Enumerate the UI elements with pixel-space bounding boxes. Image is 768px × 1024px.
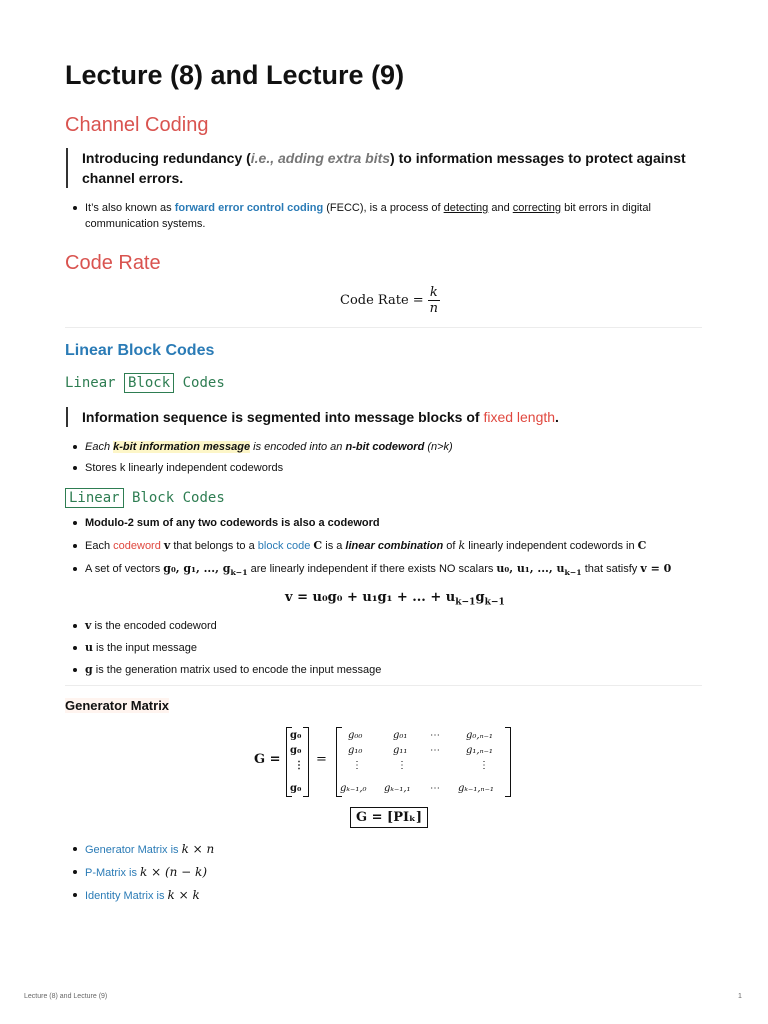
text: that belongs to a: [170, 540, 258, 552]
matrix-cell: g₁₀: [348, 745, 363, 756]
quote-text: .: [555, 409, 559, 425]
list-item: [72, 460, 692, 476]
page-number: 1: [738, 993, 742, 1000]
fixed-length-text: fixed length: [483, 409, 556, 425]
math-u-set: [496, 562, 582, 578]
text: A set of vectors: [85, 563, 164, 575]
text: of: [443, 540, 459, 552]
divider: [65, 327, 702, 328]
quote-text: Information sequence is segmented into message blocks of: [82, 409, 484, 425]
code-rate-fraction: [428, 285, 440, 316]
channel-coding-heading: Channel Coding: [65, 114, 209, 136]
math-g: g: [85, 663, 93, 676]
math-text: g₀, g₁, ..., g: [163, 562, 231, 575]
channel-coding-bullets: [72, 200, 692, 232]
block-code-text: block code: [257, 540, 311, 552]
quote-text: Introducing redundancy (: [82, 150, 251, 166]
text: Modulo-2 sum of any two codewords is also a codeword: [85, 517, 380, 529]
block-bullets-2: [72, 515, 702, 581]
list-item: [72, 618, 692, 634]
equation-sub: k−1: [455, 596, 476, 608]
math-g-set: [163, 562, 248, 578]
fecc-link[interactable]: forward error control coding: [174, 202, 324, 214]
bullet-label: P-Matrix is: [85, 867, 140, 879]
list-item: [72, 538, 702, 554]
column-entry: g₀: [290, 745, 302, 756]
math-sub: k−1: [564, 568, 582, 578]
text: is the input message: [93, 642, 197, 654]
generator-matrix-heading: [65, 698, 169, 713]
column-entry: g₀: [290, 783, 302, 794]
text: (FECC), is a process of: [323, 202, 444, 214]
text: linearly independent codewords in: [465, 540, 638, 552]
linear-combination-text: linear combination: [345, 540, 444, 552]
channel-coding-quote: [66, 148, 702, 188]
bold-text: n-bit codeword: [345, 441, 425, 453]
mono-word: Linear: [65, 375, 116, 391]
matrix-cell: gₖ₋₁,ₙ₋₁: [458, 783, 494, 794]
list-item: [72, 640, 692, 656]
mono-heading-2: [65, 490, 225, 506]
matrix-cell: g₀₀: [348, 730, 363, 741]
boxed-equation: G = [PIₖ]: [350, 807, 428, 828]
matrix-cell: g₁₁: [393, 745, 408, 756]
detecting-text: detecting: [443, 202, 489, 214]
text: is encoded into an: [250, 441, 346, 453]
matrix-cell: g₁,ₙ₋₁: [466, 745, 493, 756]
bullet-math: k × k: [167, 888, 200, 902]
list-item: [72, 561, 702, 581]
math-text: u₀, u₁, ..., u: [496, 562, 565, 575]
math-v-zero: v = 0: [640, 562, 672, 575]
text: Stores k linearly independent codewords: [85, 462, 284, 474]
text: are linearly independent if there exists NO scalars: [247, 563, 497, 575]
text: It’s also known as: [85, 202, 175, 214]
column-entry: g₀: [290, 730, 302, 741]
linear-combination-equation: [285, 590, 505, 608]
block-bullets-3: [72, 618, 692, 678]
matrix-cell: ⋮: [352, 760, 362, 771]
list-item: [72, 864, 472, 881]
list-item: [72, 662, 692, 678]
page-title: Lecture (8) and Lecture (9): [65, 60, 405, 90]
list-item: [72, 841, 472, 858]
equation-sub: k−1: [484, 596, 505, 608]
divider: [65, 685, 702, 686]
generator-bullets: [72, 841, 472, 904]
math-u: u: [85, 641, 93, 654]
code-rate-equation: [340, 285, 440, 316]
code-rate-label: Code Rate =: [340, 293, 424, 308]
text: is a: [322, 540, 346, 552]
matrix-cell: ⋯: [430, 730, 440, 741]
text: that satisfy: [581, 563, 641, 575]
text: Each: [85, 441, 114, 453]
matrix-cell: ⋮: [479, 760, 489, 771]
bullet-math: k × (n − k): [140, 865, 208, 879]
list-item: [72, 439, 692, 455]
text: (n>k): [424, 441, 453, 453]
math-v: v: [85, 619, 92, 632]
linear-block-codes-heading: Linear Block Codes: [65, 342, 215, 359]
mono-boxed-word: Block: [124, 373, 174, 393]
footer-title: Lecture (8) and Lecture (9): [24, 993, 108, 1000]
math-sub: k−1: [230, 568, 248, 578]
quote-text: ) to information messages to protect against: [390, 150, 686, 166]
block-bullets-1: [72, 439, 692, 476]
denominator: n: [429, 301, 438, 316]
quote-gray-text: i.e., adding extra bits: [250, 150, 391, 166]
equals-sign: =: [316, 752, 327, 767]
numerator: k: [429, 285, 438, 300]
mono-heading-1: [65, 375, 225, 391]
matrix-cell: ⋯: [430, 745, 440, 756]
text: and: [488, 202, 513, 214]
text: communication systems.: [85, 218, 206, 230]
math-C: C: [637, 539, 647, 552]
text: is the generation matrix used to encode the input message: [92, 664, 382, 676]
text: bit errors in digital: [561, 202, 651, 214]
codeword-text: codeword: [113, 540, 161, 552]
list-item: [72, 887, 472, 904]
matrix-cell: gₖ₋₁,₀: [340, 783, 367, 794]
list-item: [72, 200, 692, 232]
equation-text: g: [475, 590, 485, 605]
mono-boxed-word: Linear: [65, 488, 124, 508]
heading-text: Generator Matrix: [65, 698, 170, 713]
math-C: C: [313, 539, 323, 552]
highlight-text: k-bit information message: [113, 441, 251, 453]
matrix-cell: ⋯: [430, 783, 440, 794]
correcting-text: correcting: [512, 202, 562, 214]
bullet-math: k × n: [181, 842, 215, 856]
matrix-cell: gₖ₋₁,₁: [384, 783, 411, 794]
column-entry: ⋮: [294, 760, 304, 771]
matrix-cell: g₀₁: [393, 730, 408, 741]
matrix-cell: g₀,ₙ₋₁: [466, 730, 493, 741]
bullet-label: Identity Matrix is: [85, 890, 168, 902]
right-bracket: [505, 727, 511, 797]
text: Each: [85, 540, 114, 552]
bullet-label: Generator Matrix is: [85, 844, 182, 856]
code-rate-heading: Code Rate: [65, 252, 161, 274]
text: is the encoded codeword: [91, 620, 217, 632]
math-v: v: [163, 539, 171, 552]
quote-text: channel errors.: [82, 170, 184, 186]
segment-quote: [66, 407, 702, 427]
mono-word: Codes: [182, 490, 225, 506]
matrix-cell: ⋮: [397, 760, 407, 771]
list-item: [72, 515, 702, 531]
mono-word: Block: [132, 490, 175, 506]
math-k: k: [458, 539, 466, 552]
mono-word: Codes: [182, 375, 225, 391]
equation-text: v = u₀g₀ + u₁g₁ + ... + u: [285, 590, 456, 605]
G-label: G =: [254, 752, 281, 767]
